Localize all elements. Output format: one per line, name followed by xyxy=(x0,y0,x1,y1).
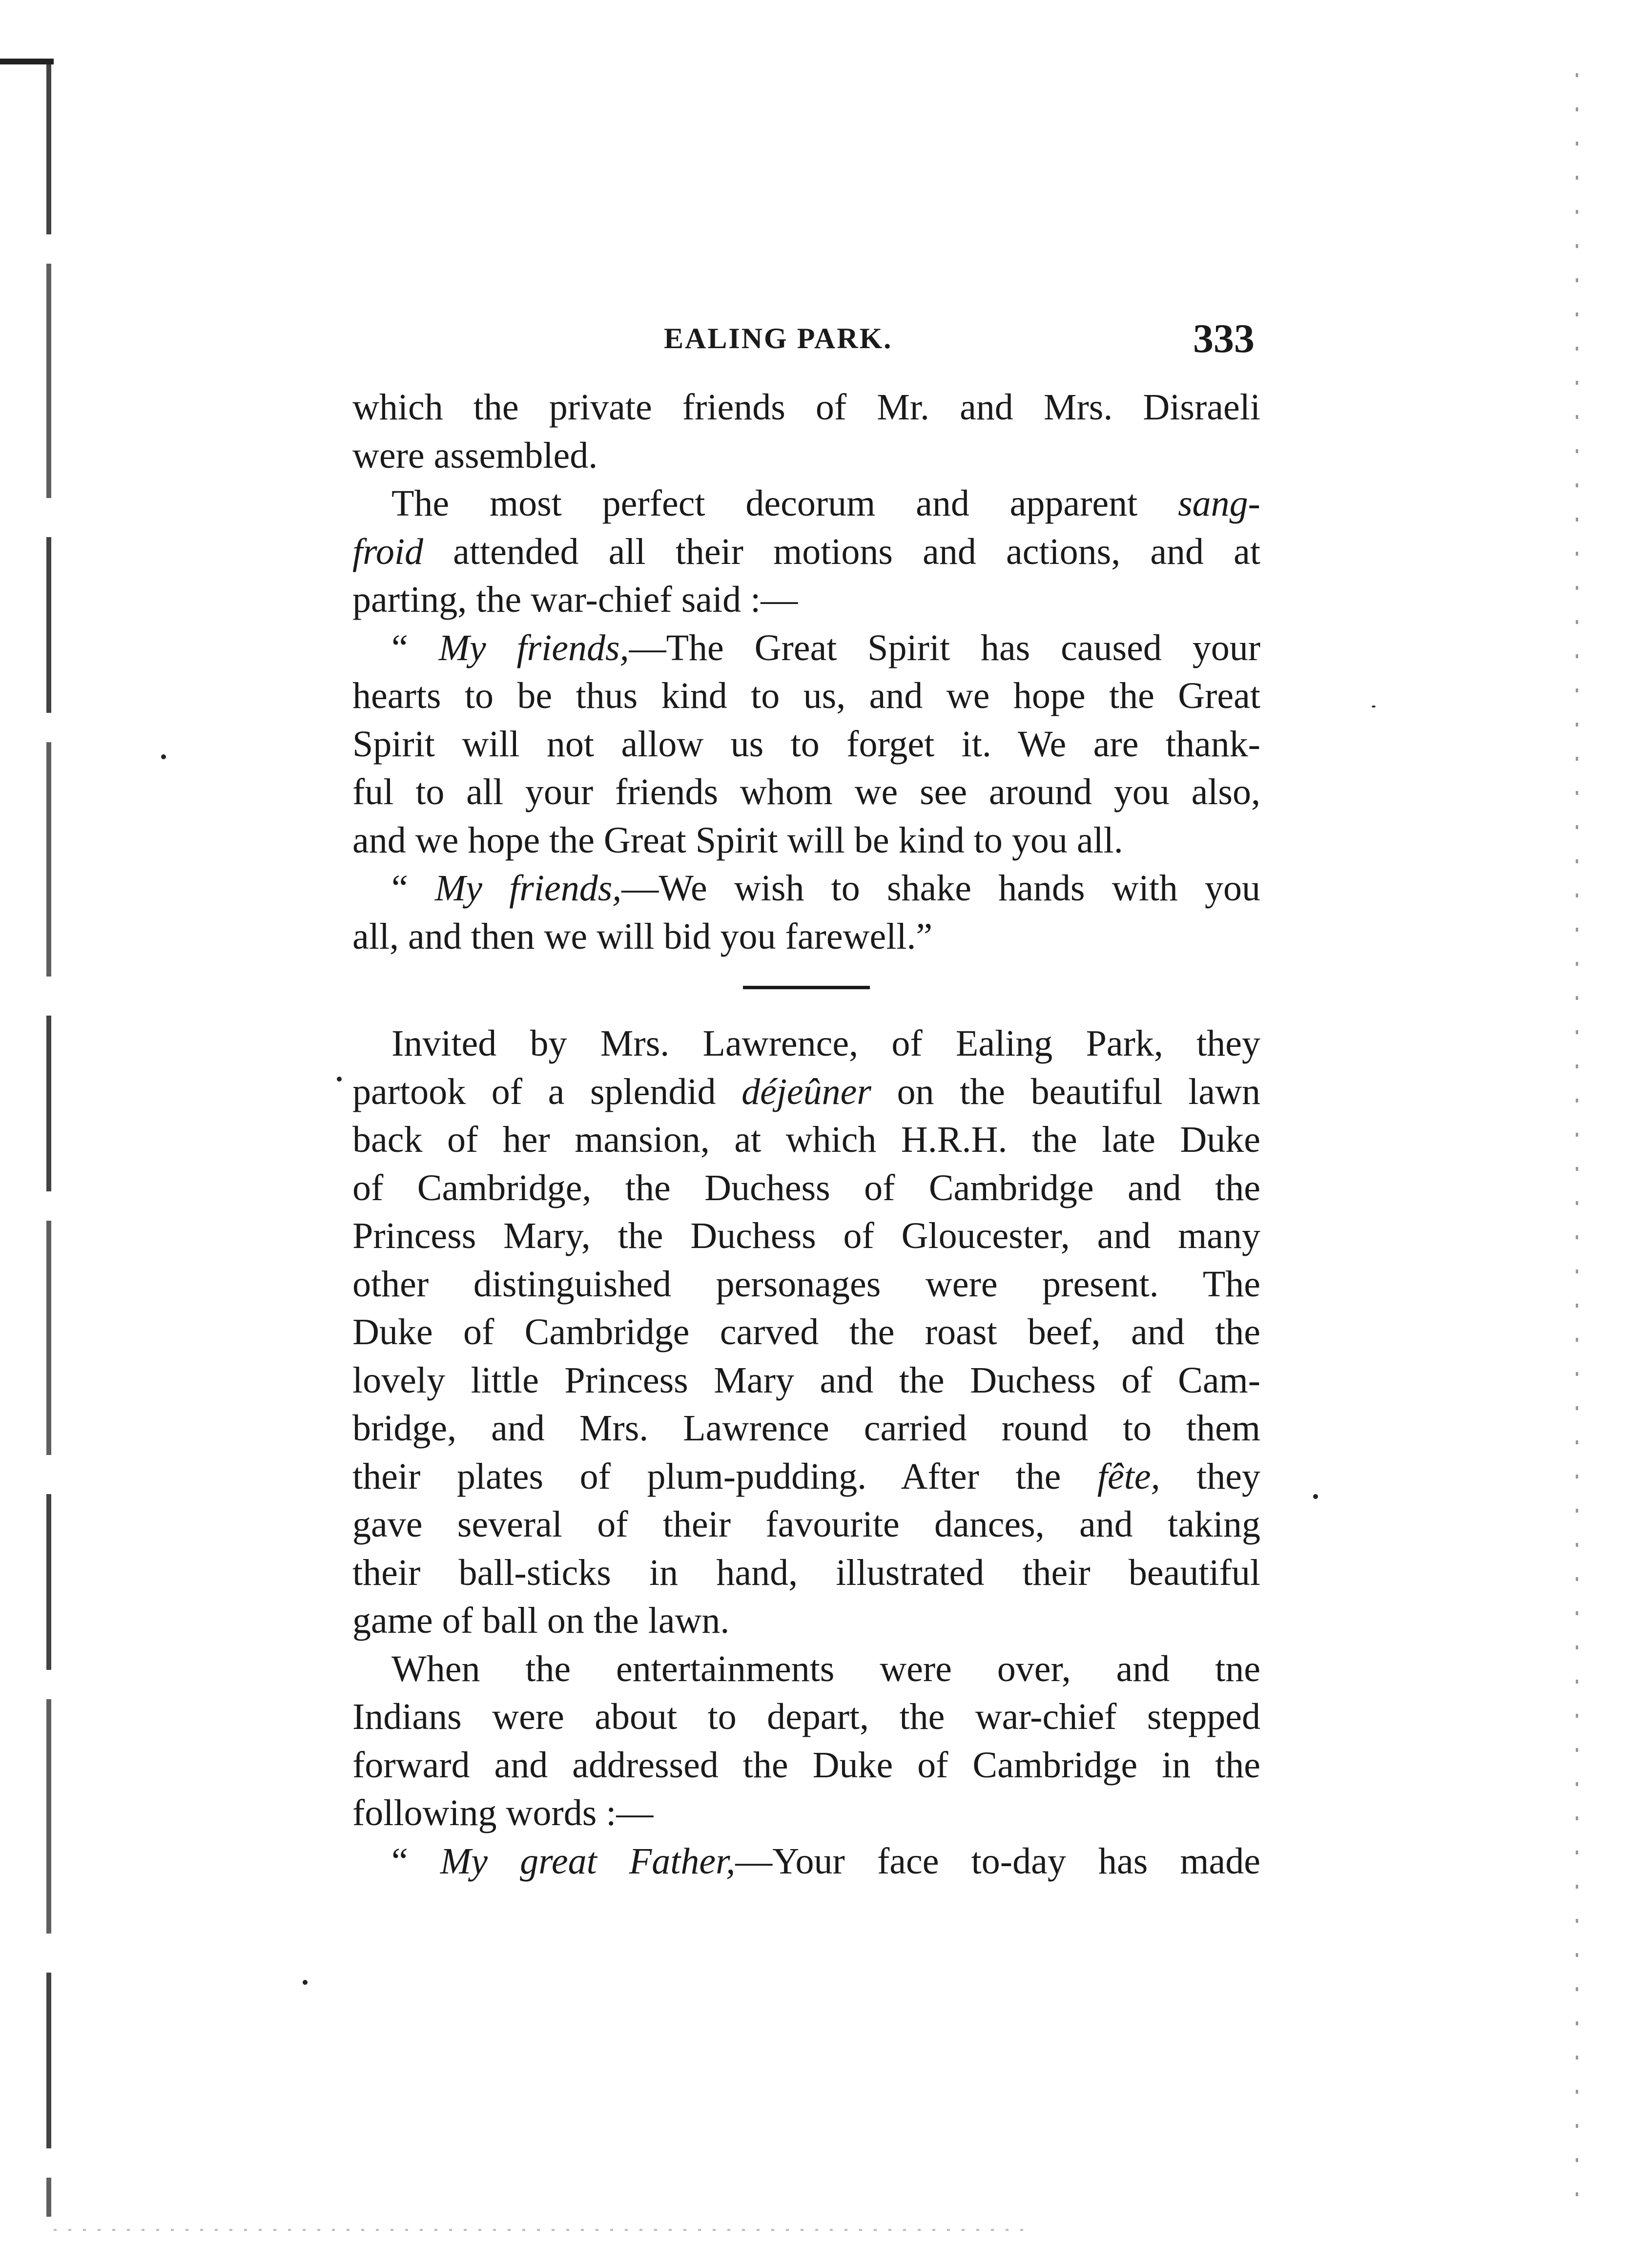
text-line: When the entertainments were over, and tne xyxy=(391,1648,1260,1689)
text-run: attended all their motions and actions, and at xyxy=(423,531,1260,572)
ink-speck xyxy=(303,1980,308,1985)
text-run: partook of a splendid xyxy=(352,1071,742,1112)
ink-speck xyxy=(337,1077,342,1082)
text-run: —The Great Spirit has caused your xyxy=(629,627,1261,668)
italic-run: froid xyxy=(352,531,423,572)
text-line: forward and addressed the Duke of Cambridge in the xyxy=(352,1744,1260,1786)
text-line: which the private friends of Mr. and Mrs. Disraeli xyxy=(352,387,1260,428)
italic-run: My friends, xyxy=(438,627,629,668)
text-line: ful to all your friends whom we see around you also, xyxy=(352,771,1260,812)
text-line: Invited by Mrs. Lawrence, of Ealing Park, they xyxy=(391,1023,1260,1064)
open-quote: “ xyxy=(391,1840,440,1882)
text-line: Duke of Cambridge carved the roast beef, and the xyxy=(352,1311,1260,1352)
italic-run: My friends, xyxy=(434,868,622,909)
text-line: bridge, and Mrs. Lawrence carried round to them xyxy=(352,1408,1260,1449)
open-quote: “ xyxy=(391,868,435,909)
italic-run: sang- xyxy=(1178,483,1260,524)
text-line: and we hope the Great Spirit will be kind to you all. xyxy=(352,819,1123,861)
text-run: their plates of plum-pudding. After the xyxy=(352,1456,1097,1497)
text-line xyxy=(352,1453,1260,1501)
scan-edge-right xyxy=(1576,73,1578,2222)
text-line xyxy=(352,864,1260,913)
text-run: on the beautiful lawn xyxy=(871,1071,1260,1112)
running-head xyxy=(351,316,1269,361)
text-line: lovely little Princess Mary and the Duchess of Cam- xyxy=(352,1359,1260,1401)
scan-edge-left xyxy=(46,59,51,2217)
text-line: their ball-sticks in hand, illustrated their beautiful xyxy=(352,1552,1260,1593)
italic-run: fête, xyxy=(1097,1456,1160,1497)
ink-speck xyxy=(161,754,166,759)
ink-speck xyxy=(1372,706,1376,707)
page-number: 333 xyxy=(1193,316,1255,361)
italic-run: déjeûner xyxy=(741,1071,871,1112)
text-line: Spirit will not allow us to forget it. We are thank- xyxy=(352,723,1260,765)
text-line xyxy=(352,528,1260,576)
text-line: gave several of their favourite dances, and taking xyxy=(352,1504,1260,1545)
text-line xyxy=(352,1837,1260,1886)
open-quote: “ xyxy=(391,627,439,668)
ink-speck xyxy=(1313,1494,1318,1499)
text-line xyxy=(352,624,1260,672)
text-line: other distinguished personages were present. The xyxy=(352,1263,1260,1305)
text-line: all, and then we will bid you farewell.” xyxy=(352,916,933,957)
body-text xyxy=(352,383,1260,1885)
text-run: —We wish to shake hands with you xyxy=(621,868,1261,909)
text-line: parting, the war-chief said :— xyxy=(352,579,798,620)
text-line xyxy=(352,1068,1260,1116)
text-line: game of ball on the lawn. xyxy=(352,1600,730,1641)
running-title: EALING PARK. xyxy=(664,322,893,354)
text-line: Princess Mary, the Duchess of Gloucester, and many xyxy=(352,1215,1260,1256)
scan-edge-bottom xyxy=(54,2229,1030,2231)
italic-run: My great Father, xyxy=(440,1840,736,1882)
text-line: of Cambridge, the Duchess of Cambridge and the xyxy=(352,1167,1260,1208)
text-run: —Your face to-day has made xyxy=(735,1840,1261,1882)
text-line: hearts to be thus kind to us, and we hope the Great xyxy=(352,675,1260,716)
text-line xyxy=(352,479,1260,528)
text-run: The most perfect decorum and apparent xyxy=(391,483,1178,524)
text-line: Indians were about to depart, the war-chief stepped xyxy=(352,1696,1260,1737)
text-line: were assembled. xyxy=(352,435,598,476)
text-line: following words :— xyxy=(352,1792,654,1833)
section-divider xyxy=(743,986,870,989)
text-line: back of her mansion, at which H.R.H. the late Duke xyxy=(352,1119,1260,1160)
text-run: they xyxy=(1160,1456,1260,1497)
scan-edge-top-left xyxy=(0,59,54,64)
